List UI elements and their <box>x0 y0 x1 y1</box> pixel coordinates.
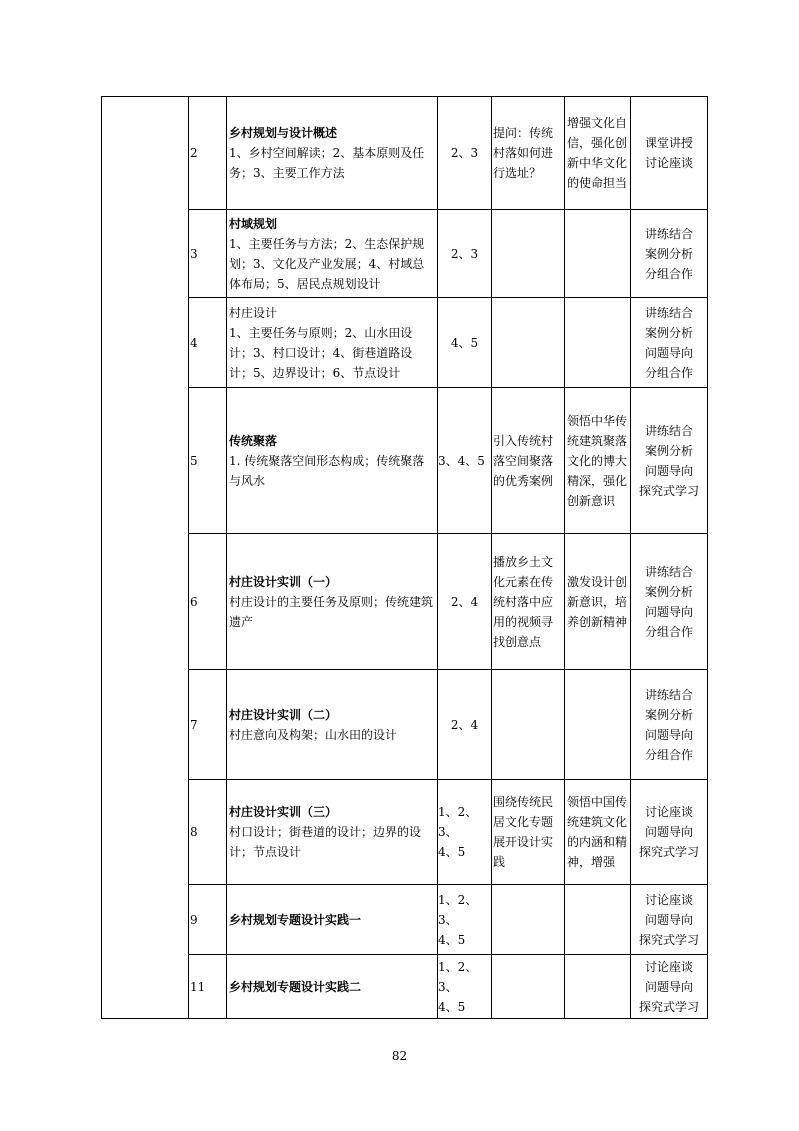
goal-cell: 2、3 <box>438 97 492 210</box>
session-number: 8 <box>189 780 227 885</box>
value-cell: 激发设计创新意识，培养创新精神 <box>565 534 631 670</box>
method-cell: 讨论座谈 问题导向 探究式学习 <box>631 780 708 885</box>
table-row <box>102 210 708 298</box>
content-title: 传统聚落 <box>229 433 278 448</box>
content-description: 村口设计；街巷道的设计；边界的设计；节点设计 <box>229 825 422 859</box>
case-cell: 提问：传统村落如何进行选址？ <box>492 97 565 210</box>
goal-cell: 1、2、3、 4、5 <box>438 780 492 885</box>
session-number: 6 <box>189 534 227 670</box>
content-description: 1、乡村空间解读；2、基本原则及任务；3、主要工作方法 <box>229 146 425 180</box>
content-title: 村庄设计实训（一） <box>229 574 338 589</box>
content-cell <box>227 210 438 298</box>
content-title: 乡村规划与设计概述 <box>229 126 338 140</box>
table-row <box>102 780 708 885</box>
content-cell <box>227 780 438 885</box>
session-number: 9 <box>189 885 227 955</box>
content-description: 村庄意向及构架；山水田的设计 <box>229 727 398 742</box>
table-row <box>102 885 708 955</box>
content-description: 村庄设计的主要任务及原则；传统建筑遗产 <box>229 594 434 629</box>
goal-cell: 2、4 <box>438 534 492 670</box>
session-number: 7 <box>189 670 227 780</box>
value-cell <box>565 210 631 298</box>
goal-cell: 3、4、5 <box>438 388 492 534</box>
content-cell <box>227 670 438 780</box>
case-cell <box>492 885 565 955</box>
case-cell: 引入传统村落空间聚落的优秀案例 <box>492 388 565 534</box>
content-title: 村域规划 <box>229 216 278 231</box>
content-title: 村庄设计实训（二） <box>229 707 338 722</box>
method-cell: 讲练结合 案例分析 问题导向 探究式学习 <box>631 388 708 534</box>
case-cell <box>492 210 565 298</box>
value-cell <box>565 885 631 955</box>
table-row <box>102 534 708 670</box>
goal-cell: 1、2、3、 4、5 <box>438 885 492 955</box>
value-cell <box>565 298 631 388</box>
goal-cell: 4、5 <box>438 298 492 388</box>
merged-first-column-cell <box>102 97 189 1019</box>
method-cell: 讲练结合 案例分析 问题导向 分组合作 <box>631 298 708 388</box>
course-schedule-table <box>101 96 708 1019</box>
method-cell: 讲练结合 案例分析 分组合作 <box>631 210 708 298</box>
case-cell: 围绕传统民居文化专题展开设计实践 <box>492 780 565 885</box>
table-row <box>102 298 708 388</box>
content-description: 1. 传统聚落空间形态构成；传统聚落与风水 <box>229 453 425 488</box>
content-cell <box>227 388 438 534</box>
value-cell: 增强文化自信，强化创新中华文化的使命担当 <box>565 97 631 210</box>
method-cell: 讨论座谈 问题导向 探究式学习 <box>631 955 708 1019</box>
method-cell: 讨论座谈 问题导向 探究式学习 <box>631 885 708 955</box>
value-cell: 领悟中国传统建筑文化的内涵和精神，增强 <box>565 780 631 885</box>
value-cell <box>565 670 631 780</box>
value-cell <box>565 955 631 1019</box>
content-cell <box>227 885 438 955</box>
value-cell: 领悟中华传统建筑聚落文化的博大精深，强化创新意识 <box>565 388 631 534</box>
content-title: 乡村规划专题设计实践二 <box>229 979 362 994</box>
goal-cell: 2、4 <box>438 670 492 780</box>
case-cell <box>492 670 565 780</box>
method-cell: 课堂讲授 讨论座谈 <box>631 97 708 210</box>
goal-cell: 1、2、3、 4、5 <box>438 955 492 1019</box>
content-title: 村庄设计实训（三） <box>229 805 338 819</box>
case-cell <box>492 955 565 1019</box>
content-description: 1、主要任务与方法；2、生态保护规划；3、文化及产业发展；4、村域总体布局；5、居民点规划设计 <box>229 236 425 291</box>
case-cell <box>492 298 565 388</box>
session-number: 4 <box>189 298 227 388</box>
goal-cell: 2、3 <box>438 210 492 298</box>
content-cell <box>227 534 438 670</box>
table-row <box>102 670 708 780</box>
table-row <box>102 955 708 1019</box>
content-cell <box>227 97 438 210</box>
page-number: 82 <box>391 1049 408 1063</box>
method-cell: 讲练结合 案例分析 问题导向 分组合作 <box>631 534 708 670</box>
content-cell: 村庄设计 1、主要任务与原则；2、山水田设计；3、村口设计；4、街巷道路设计；5、边界设计；6、节点设计 <box>227 298 438 388</box>
table-row <box>102 388 708 534</box>
session-number: 3 <box>189 210 227 298</box>
content-title: 乡村规划专题设计实践一 <box>229 912 362 927</box>
case-cell: 播放乡土文化元素在传统村落中应用的视频寻找创意点 <box>492 534 565 670</box>
method-cell: 讲练结合 案例分析 问题导向 分组合作 <box>631 670 708 780</box>
content-cell <box>227 955 438 1019</box>
session-number: 2 <box>189 97 227 210</box>
table-row <box>102 97 708 210</box>
session-number: 11 <box>189 955 227 1019</box>
session-number: 5 <box>189 388 227 534</box>
